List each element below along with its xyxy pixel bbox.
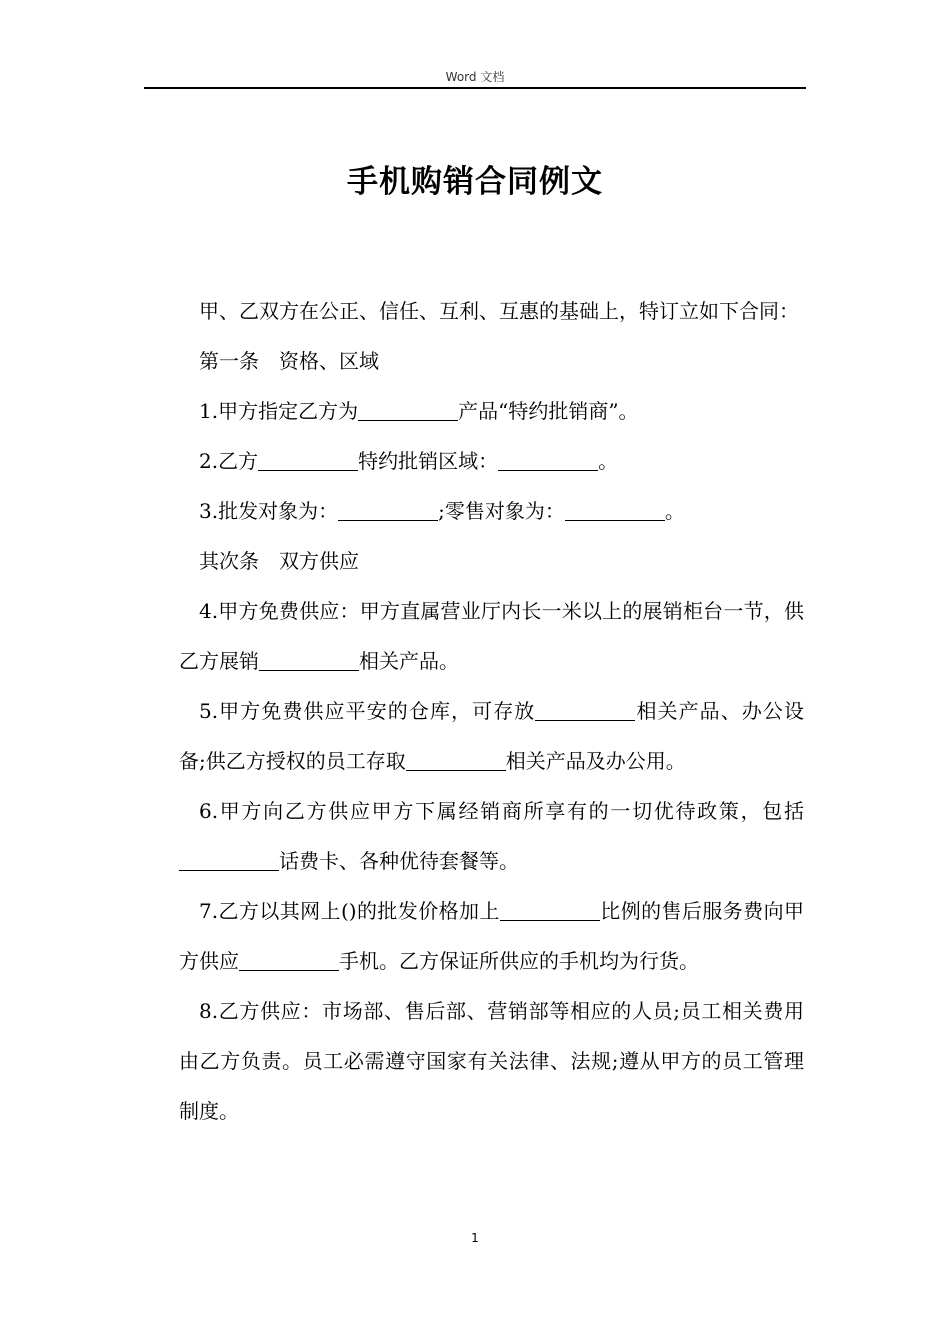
section-heading-2: 其次条 双方供应 bbox=[199, 549, 359, 573]
blank-line bbox=[500, 900, 600, 921]
blank-line bbox=[179, 850, 279, 871]
clause-3 bbox=[179, 486, 804, 536]
clause-1 bbox=[179, 386, 804, 436]
section-heading-1: 第一条 资格、区域 bbox=[199, 349, 379, 373]
clause-text: 手机。乙方保证所供应的手机均为行货。 bbox=[339, 949, 699, 973]
header-divider bbox=[144, 87, 806, 89]
page-header: Word 文档 bbox=[445, 70, 505, 84]
blank-line bbox=[358, 400, 458, 421]
blank-line bbox=[338, 500, 438, 521]
clause-text: 2.乙方 bbox=[199, 449, 259, 473]
blank-line bbox=[259, 650, 359, 671]
document-title: 手机购销合同例文 bbox=[347, 164, 603, 200]
intro-paragraph: 甲、乙双方在公正、信任、互利、互惠的基础上，特订立如下合同： bbox=[199, 299, 799, 323]
clause-text: 话费卡、各种优待套餐等。 bbox=[279, 849, 519, 873]
document-body bbox=[179, 286, 804, 1136]
blank-line bbox=[498, 450, 598, 471]
clause-text: 。 bbox=[664, 499, 685, 523]
clause-text: ;零售对象为： bbox=[438, 499, 565, 523]
clause-text: 相关产品及办公用。 bbox=[505, 749, 686, 773]
clause-6 bbox=[179, 786, 804, 886]
page-number: 1 bbox=[471, 1231, 479, 1245]
clause-text: 相关产品、办公设备;供乙方授权的员工存取 bbox=[179, 699, 804, 773]
clause-5 bbox=[179, 686, 804, 786]
blank-line bbox=[258, 450, 358, 471]
clause-text: 特约批销区域： bbox=[358, 449, 499, 473]
blank-line bbox=[239, 950, 339, 971]
clause-8: 8.乙方供应：市场部、售后部、营销部等相应的人员;员工相关费用由乙方负责。员工必需遵守国家有关法律、法规;遵从甲方的员工管理制度。 bbox=[179, 999, 804, 1123]
blank-line bbox=[406, 750, 506, 771]
clause-text: 产品“特约批销商”。 bbox=[458, 399, 639, 423]
clause-2 bbox=[179, 436, 804, 486]
clause-text: 4.甲方免费供应：甲方直属营业厅内长一米以上的展销柜台一节，供乙方展销 bbox=[179, 599, 804, 673]
clause-4 bbox=[179, 586, 804, 686]
clause-text: 3.批发对象为： bbox=[199, 499, 339, 523]
clause-text: 7.乙方以其网上()的批发价格加上 bbox=[199, 899, 500, 923]
blank-line bbox=[565, 500, 665, 521]
clause-text: 6.甲方向乙方供应甲方下属经销商所享有的一切优待政策，包括 bbox=[199, 799, 804, 823]
clause-7 bbox=[179, 886, 804, 986]
clause-text: 相关产品。 bbox=[359, 649, 459, 673]
clause-text: 比例的售后服务费向甲方供应 bbox=[179, 899, 804, 973]
blank-line bbox=[535, 700, 635, 721]
clause-text: 5.甲方免费供应平安的仓库，可存放 bbox=[199, 699, 536, 723]
clause-text: 1.甲方指定乙方为 bbox=[199, 399, 359, 423]
clause-text: 。 bbox=[598, 449, 619, 473]
